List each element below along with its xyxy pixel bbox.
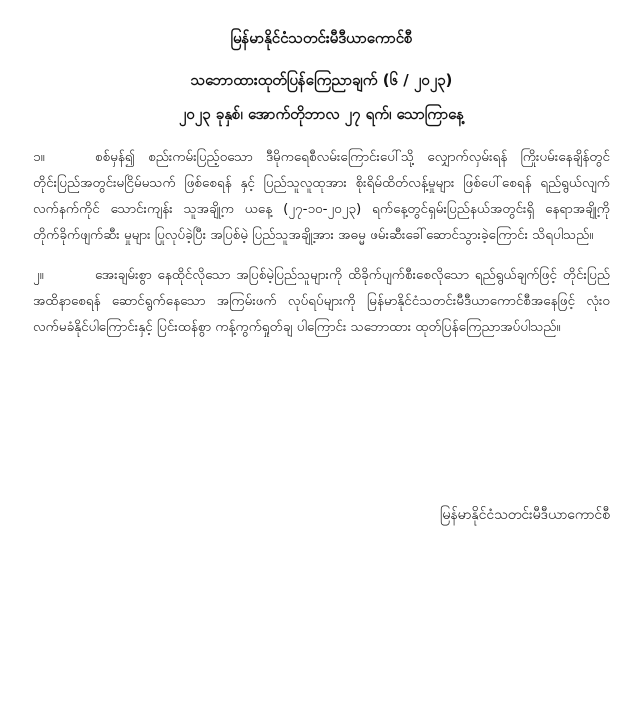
paragraph-2 — [33, 262, 610, 340]
paragraph-2-text: အေးချမ်းစွာ နေထိုင်လိုသော အပြစ်မဲ့ပြည်သူများကို ထိခိုက်ပျက်စီးစေလိုသော ရည်ရွယ်ချက်ဖြင့် တိုင်းပြည်အထိနာစေရန် ဆောင်ရွက်နေသော အကြမ်းဖက် လုပ်ရပ်များကို မြန်မာနိုင်ငံသတင်းမီဒီယာကောင်စီအနေဖြင့် လုံးဝ လက်မခံနိုင်ပါကြောင်းနှင့် ပြင်းထန်စွာ ကန့်ကွက်ရှုတ်ချ ပါကြောင်း သဘောထား ထုတ်ပြန်ကြေညာအပ်ပါသည်။ — [33, 267, 610, 335]
date-line: ၂၀၂၃ ခုနှစ်၊ အောက်တိုဘာလ ၂၇ ရက်၊ သောကြာနေ့ — [178, 105, 465, 123]
statement-title: သဘောထားထုတ်ပြန်ကြေညာချက် (၆ / ၂၀၂၃) — [190, 71, 453, 89]
signature: မြန်မာနိုင်ငံသတင်းမီဒီယာကောင်စီ — [440, 507, 610, 523]
paragraph-1 — [33, 144, 610, 248]
paragraph-1-text: စစ်မှန်၍ စည်းကမ်းပြည့်ဝသော ဒီမိုကရေစီလမ်းကြောင်းပေါ်သို့ လျှောက်လှမ်းရန် ကြိုးပမ်းနေချိန်တွင် တိုင်းပြည်အတွင်းမငြိမ်မသက် ဖြစ်စေရန် နှင့် ပြည်သူလူထုအား စိုးရိမ်ထိတ်လန့်မှုများ ဖြစ်ပေါ်စေရန် ရည်ရွယ်လျက် လက်နက်ကိုင် သောင်းကျန်း သူအချို့က ယနေ့ (၂၇-၁၀-၂၀၂၃) ရက်နေ့တွင်ရှမ်းပြည်နယ်အတွင်းရှိ နေရာအချို့ကို တိုက်ခိုက်ဖျက်ဆီး မှုများ ပြုလုပ်ခဲ့ပြီး အပြစ်မဲ့ ပြည်သူအချို့အား အဓမ္မ ဖမ်းဆီးခေါ်ဆောင်သွားခဲ့ကြောင်း သိရပါသည်။ — [33, 149, 610, 243]
paragraph-2-number: ၂။ — [33, 267, 44, 283]
organization-title: မြန်မာနိုင်ငံသတင်းမီဒီယာကောင်စီ — [230, 29, 413, 47]
paragraph-1-number: ၁။ — [33, 149, 45, 165]
